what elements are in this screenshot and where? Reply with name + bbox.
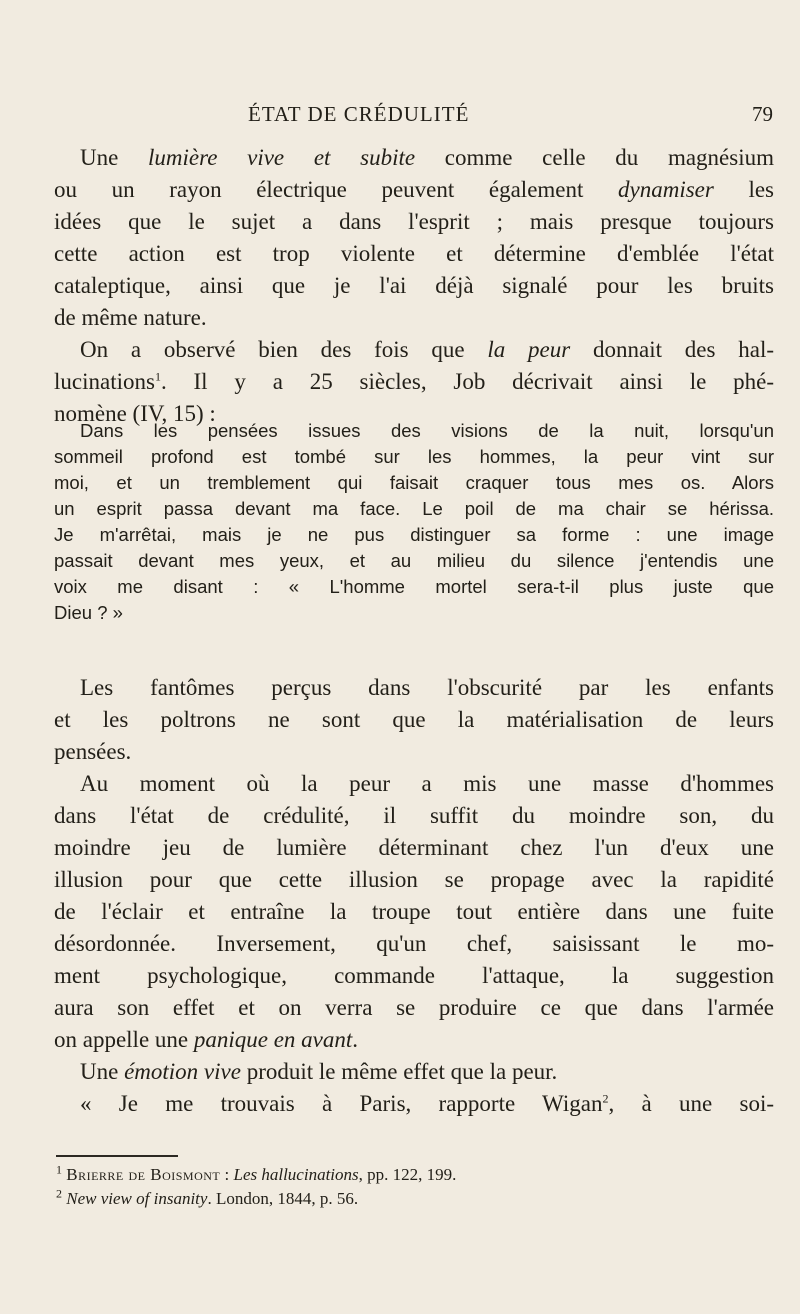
- page-number: 79: [752, 102, 773, 126]
- quote-line: un esprit passa devant ma face. Le poil de ma chair se hérissa.: [54, 498, 774, 519]
- body-text-continued: [54, 672, 774, 1120]
- text-line: pensées.: [54, 739, 132, 764]
- text-line: Une émotion vive produit le même effet que la peur.: [80, 1059, 558, 1084]
- quote-line: moi, et un tremblement qui faisait craquer tous mes os. Alors: [54, 472, 774, 493]
- block-quote: [54, 418, 774, 626]
- text-line: On a observé bien des fois que la peur donnait des hal-: [80, 337, 775, 362]
- text-line: dans l'état de crédulité, il suffit du moindre son, du: [54, 803, 774, 828]
- footnote-ref: 2: [602, 1091, 609, 1106]
- text-line: on appelle une panique en avant.: [54, 1027, 359, 1052]
- quote-line: Dieu ? »: [54, 602, 123, 623]
- text-line: désordonnée. Inversement, qu'un chef, saisissant le mo-: [54, 931, 774, 956]
- text-line: et les poltrons ne sont que la matérialisation de leurs: [54, 707, 774, 732]
- text-line: ou un rayon électrique peuvent également dynamiser les: [54, 177, 774, 202]
- text-line: illusion pour que cette illusion se propage avec la rapidité: [54, 867, 774, 892]
- text-line: Au moment où la peur a mis une masse d'hommes: [80, 771, 774, 796]
- quote-line: passait devant mes yeux, et au milieu du silence j'entendis une: [54, 550, 774, 571]
- footnote: $^2$ New view of insanity. London, 1844, p. 56.: [56, 1186, 359, 1208]
- footnote-ref: 1: [154, 369, 161, 384]
- footnotes: [56, 1163, 756, 1211]
- text-line: idées que le sujet a dans l'esprit ; mais presque toujours: [54, 209, 774, 234]
- quote-line: Je m'arrêtai, mais je ne pus distinguer sa forme : une image: [54, 524, 774, 545]
- footnote-rule: [56, 1155, 178, 1157]
- text-line: « Je me trouvais à Paris, rapporte Wigan$^2$, à une soi-: [80, 1091, 774, 1116]
- footnote: $^1$ Brierre de Boismont : Les hallucinations, pp. 122, 199.: [56, 1162, 457, 1184]
- text-line: cette action est trop violente et détermine d'emblée l'état: [54, 241, 774, 266]
- quote-line: Dans les pensées issues des visions de la nuit, lorsqu'un: [80, 420, 774, 441]
- quote-line: sommeil profond est tombé sur les hommes, la peur vint sur: [54, 446, 774, 467]
- text-line: cataleptique, ainsi que je l'ai déjà signalé pour les bruits: [54, 273, 774, 298]
- text-line: Les fantômes perçus dans l'obscurité par les enfants: [80, 675, 774, 700]
- body-text: [54, 142, 774, 430]
- running-head: [248, 102, 773, 132]
- running-head-title: ÉTAT DE CRÉDULITÉ: [248, 102, 470, 126]
- text-line: ment psychologique, commande l'attaque, la suggestion: [54, 963, 774, 988]
- text-line: moindre jeu de lumière déterminant chez l'un d'eux une: [54, 835, 774, 860]
- text-line: aura son effet et on verra se produire ce que dans l'armée: [54, 995, 774, 1020]
- quote-line: voix me disant : « L'homme mortel sera-t-il plus juste que: [54, 576, 774, 597]
- text-line: lucinations$^1$. Il y a 25 siècles, Job décrivait ainsi le phé-: [54, 369, 774, 394]
- text-line: Une lumière vive et subite comme celle du magnésium: [80, 145, 774, 170]
- text-line: de l'éclair et entraîne la troupe tout entière dans une fuite: [54, 899, 774, 924]
- text-line: nomène (IV, 15) :: [54, 401, 216, 426]
- text-line: de même nature.: [54, 305, 207, 330]
